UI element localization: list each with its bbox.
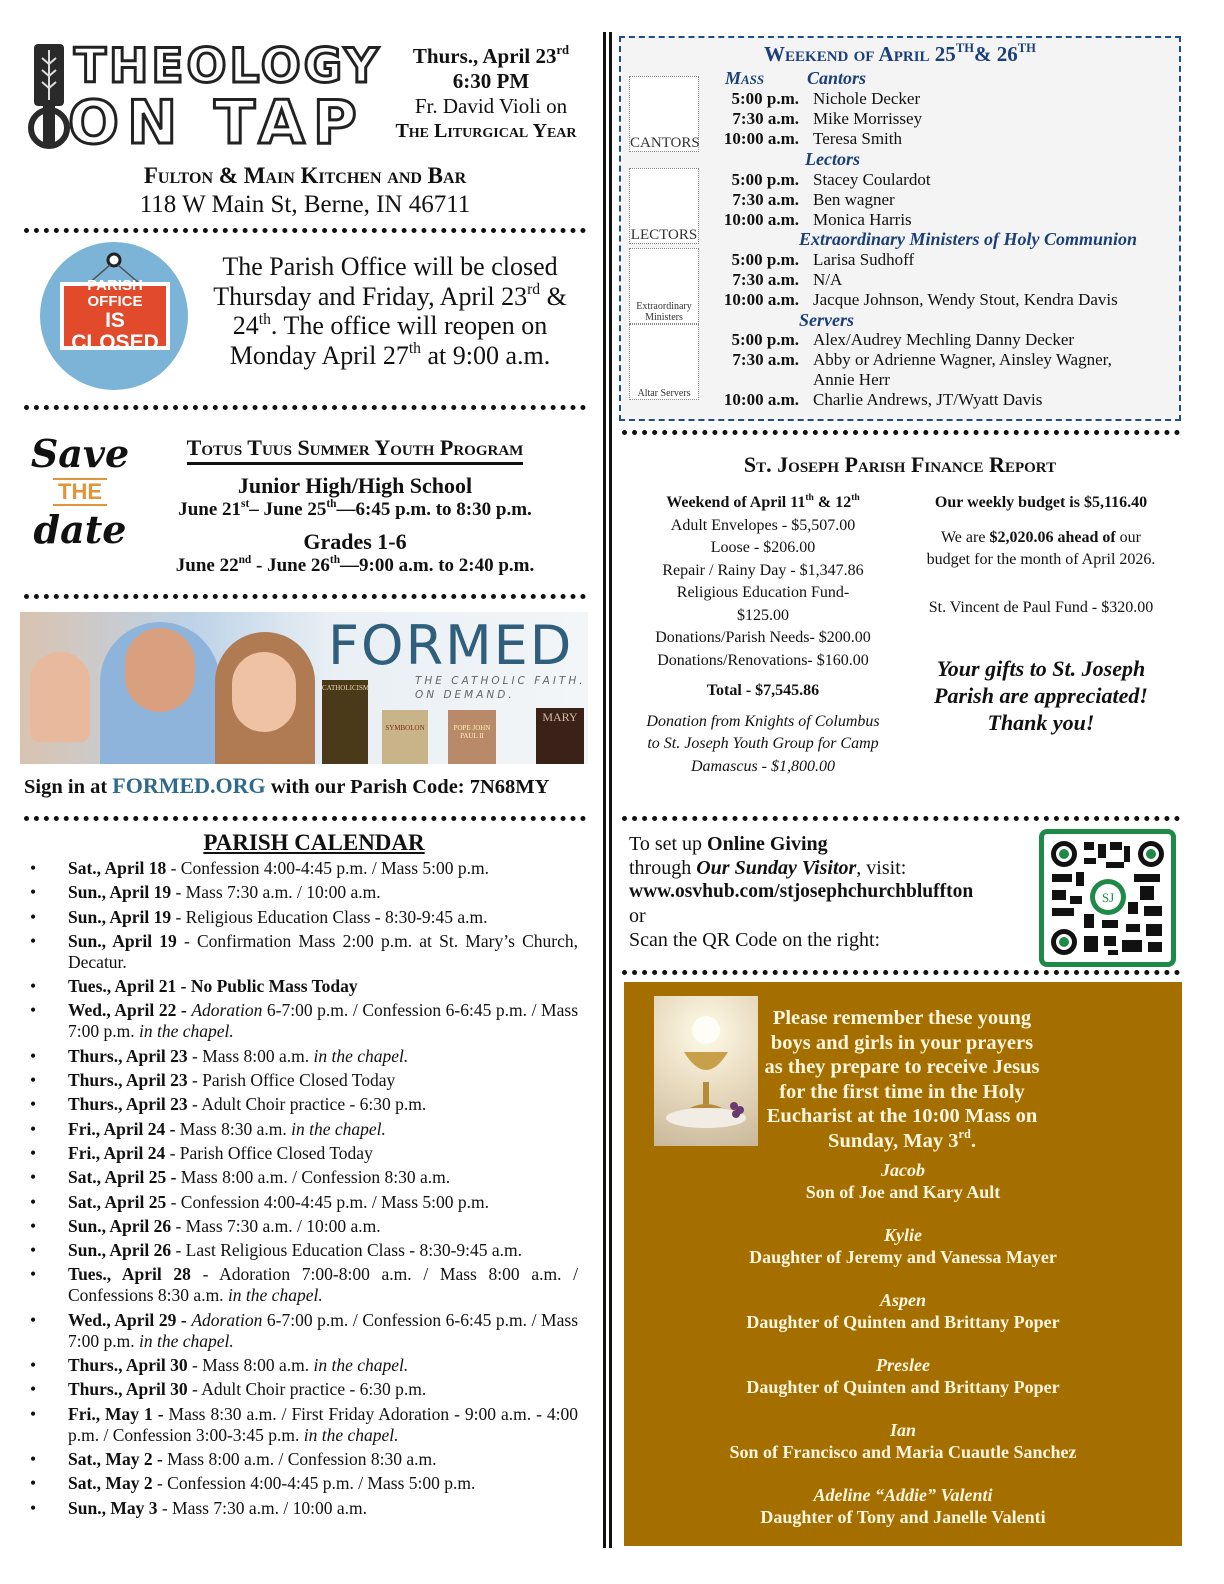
group2-dates: June 22nd - June 26th—9:00 a.m. to 2:40 p.m. (175, 554, 535, 576)
calendar-item: • Thurs., April 23 - Adult Choir practice - 6:30 p.m. (30, 1094, 578, 1115)
finance-line: Loose - $206.00 (710, 539, 816, 556)
ministry-row: 10:00 a.m. Jacque Johnson, Wendy Stout, Kendra Davis (723, 290, 1118, 309)
calendar-item: • Sat., April 25 - Confession 4:00-4:45 p.m. / Mass 5:00 p.m. (30, 1192, 578, 1213)
weekend-title: Weekend of April 25TH& 26TH (764, 41, 1036, 66)
column-divider (603, 32, 612, 1548)
ministry-image: LECTORS (629, 168, 699, 244)
chalice-image (654, 996, 758, 1146)
ministry-row: 10:00 a.m. Charlie Andrews, JT/Wyatt Davis (723, 390, 1043, 409)
ministry-row: 7:30 a.m. N/A (732, 270, 843, 289)
qr-code[interactable] (1039, 829, 1176, 967)
totus-tuus-program (130, 434, 580, 577)
divider (24, 594, 586, 599)
online-giving: To set up Online Giving through Our Sunday Visitor, visit: www.osvhub.com/stjosephchurchbluffton or Scan the QR Code on the right: (629, 832, 1039, 952)
finance-line: Religious Education Fund- (676, 584, 850, 601)
calendar-item: • Wed., April 29 - Adoration 6-7:00 p.m. / Confession 6-6:45 p.m. / Mass 7:00 p.m. in the chapel. (30, 1310, 578, 1352)
first-communion-intro: Please remember these young boys and girls in your prayers as they prepare to receive Jesus for the first time in the Holy Eucharist at the 10:00 Mass on Sunday, May 3rd. (764, 1007, 1040, 1152)
finance-title: St. Joseph Parish Finance Report (743, 452, 1057, 477)
calendar-title: PARISH CALENDAR (203, 830, 425, 855)
venue (20, 162, 590, 220)
ministry-row: 5:00 p.m. Nichole Decker (731, 89, 921, 108)
calendar-item: • Fri., April 24 - Parish Office Closed Today (30, 1143, 578, 1164)
divider (622, 816, 1180, 821)
calendar-item: • Wed., April 22 - Adoration 6-7:00 p.m. / Confession 6-6:45 p.m. / Mass 7:00 p.m. in the chapel. (30, 1000, 578, 1042)
calendar-item: • Sun., May 3 - Mass 7:30 a.m. / 10:00 a.m. (30, 1498, 578, 1519)
donation-note: Donation from Knights of Columbus to St. Joseph Youth Group for Camp Damascus - $1,800.00 (646, 712, 880, 775)
save-text: Save (30, 431, 130, 476)
group1-title: Junior High/High School (237, 473, 473, 498)
family-photo (20, 622, 320, 764)
calendar-item: • Sun., April 19 - Mass 7:30 a.m. / 10:00 a.m. (30, 882, 578, 903)
ministry-heading: Lectors (805, 149, 860, 169)
venue-address: 118 W Main St, Berne, IN 46711 (139, 191, 471, 218)
calendar-item: • Thurs., April 30 - Adult Choir practice - 6:30 p.m. (30, 1379, 578, 1400)
calendar-item: • Sat., April 18 - Confession 4:00-4:45 p.m. / Mass 5:00 p.m. (30, 858, 578, 879)
finance-budget (906, 492, 1176, 736)
formed-banner[interactable] (20, 612, 588, 764)
ministry-heading: Servers (799, 310, 854, 330)
ministry-row: 7:30 a.m. Abby or Adrienne Wagner, Ainsley Wagner, (732, 350, 1112, 369)
office-closed-sign (40, 242, 188, 390)
svg-text:SJ: SJ (1101, 890, 1115, 905)
divider (24, 405, 586, 410)
communicant: Aspen Daughter of Quinten and Brittany Poper (746, 1290, 1060, 1332)
ministry-row: 10:00 a.m. Monica Harris (723, 210, 912, 229)
divider (24, 816, 586, 821)
weekly-budget: Our weekly budget is $5,116.40 (934, 494, 1148, 511)
ministry-heading: Cantors (807, 68, 867, 88)
theology-event-info (386, 44, 596, 144)
formed-link[interactable]: FORMED.ORG (112, 773, 266, 798)
divider (622, 970, 1180, 975)
giving-url[interactable]: www.osvhub.com/stjosephchurchbluffton (629, 881, 974, 902)
totus-title: Totus Tuus Summer Youth Program (187, 434, 524, 465)
formed-logo: FORMED (328, 614, 574, 677)
calendar-item: • Sat., May 2 - Confession 4:00-4:45 p.m. / Mass 5:00 p.m. (30, 1473, 578, 1494)
ministry-heading: Extraordinary Ministers of Holy Communion (799, 229, 1138, 249)
divider (24, 228, 586, 233)
logo-on-tap: ON TAP (68, 88, 365, 158)
calendar-item: • Tues., April 21 - No Public Mass Today (30, 976, 578, 997)
calendar-item: • Sat., May 2 - Mass 8:00 a.m. / Confession 8:30 a.m. (30, 1449, 578, 1470)
beer-tap-icon (28, 40, 70, 152)
calendar-list (30, 858, 578, 1519)
sign-line-1: PARISH OFFICE (87, 277, 143, 310)
group1-dates: June 21st– June 25th—6:45 p.m. to 8:30 p.m. (178, 498, 532, 520)
group2-title: Grades 1-6 (303, 529, 407, 554)
venue-name: Fulton & Main Kitchen and Bar (143, 163, 467, 188)
sign-line-2: IS CLOSED (71, 308, 159, 354)
ministry-row: 5:00 p.m. Larisa Sudhoff (731, 250, 915, 269)
finance-weekend-label: Weekend of April 11th & 12th (666, 492, 860, 511)
qr-code-icon (1050, 840, 1165, 956)
communicant: Jacob Son of Joe and Kary Ault (805, 1160, 1001, 1202)
calendar-item: • Tues., April 28 - Adoration 7:00-8:00 a.m. / Mass 8:00 a.m. / Confessions 8:30 a.m. in the chapel. (30, 1264, 578, 1306)
first-communion-box (624, 982, 1182, 1546)
finance-weekend (622, 492, 904, 778)
theology-on-tap-logo (28, 39, 383, 158)
calendar-item: • Thurs., April 30 - Mass 8:00 a.m. in the chapel. (30, 1355, 578, 1376)
calendar-item: • Thurs., April 23 - Parish Office Closed Today (30, 1070, 578, 1091)
thanks-message: Your gifts to St. Joseph Parish are appreciated! Thank you! (934, 656, 1148, 735)
svdp-fund: St. Vincent de Paul Fund - $320.00 (928, 598, 1154, 616)
calendar-item: • Fri., May 1 - Mass 8:30 a.m. / First Friday Adoration - 9:00 a.m. - 4:00 p.m. / Confession 3:00-3:45 p.m. in the chapel. (30, 1404, 578, 1446)
book-john-paul: POPE JOHN PAUL II (448, 710, 496, 764)
ministry-image: Altar Servers (629, 324, 699, 400)
communicant: Adeline “Addie” Valenti Daughter of Tony and Janelle Valenti (760, 1485, 1046, 1527)
calendar-item: • Sun., April 19 - Religious Education Class - 8:30-9:45 a.m. (30, 907, 578, 928)
event-speaker: Fr. David Violi on (414, 94, 568, 118)
logo-theology: THEOLOGY (74, 39, 382, 94)
calendar-item: • Thurs., April 23 - Mass 8:00 a.m. in the chapel. (30, 1046, 578, 1067)
parish-calendar (30, 830, 578, 1522)
ministry-row: 10:00 a.m. Teresa Smith (723, 129, 902, 148)
weekend-ministries (619, 36, 1181, 421)
ministry-row: Annie Herr (813, 370, 890, 389)
save-the-date-graphic (30, 432, 130, 582)
communicant: Preslee Daughter of Quinten and Brittany Poper (746, 1355, 1060, 1397)
scan-text: Scan the QR Code on the right: (629, 929, 881, 951)
the-text: THE (53, 478, 107, 506)
communicant: Kylie Daughter of Jeremy and Vanessa Mayer (749, 1225, 1057, 1267)
mass-heading: Mass (725, 68, 765, 88)
finance-line: $125.00 (737, 606, 789, 624)
formed-signin: Sign in at FORMED.ORG with our Parish Code: 7N68MY (24, 773, 550, 798)
book-catholicism: CATHOLICISM (322, 680, 368, 764)
finance-total: Total - $7,545.86 (706, 682, 820, 699)
date-text: date (33, 507, 127, 552)
office-closed-notice: The Parish Office will be closed Thursday and Friday, April 23rd & 24th. The office will reopen on Monday April 27th at 9:00 a.m. (213, 252, 567, 370)
chalice-icon (654, 996, 758, 1146)
ministry-row: 7:30 a.m. Mike Morrissey (732, 109, 923, 128)
book-symbolon: SYMBOLON (382, 710, 428, 764)
finance-line: Repair / Rainy Day - $1,347.86 (662, 561, 864, 579)
divider (622, 430, 1180, 435)
book-mary: MARY (536, 708, 584, 764)
finance-line: Donations/Renovations- $160.00 (657, 651, 869, 669)
ministry-row: 5:00 p.m. Stacey Coulardot (731, 170, 931, 189)
calendar-item: • Fri., April 24 - Mass 8:30 a.m. in the chapel. (30, 1119, 578, 1140)
or-text: or (629, 905, 646, 927)
calendar-item: • Sun., April 26 - Mass 7:30 a.m. / 10:00 a.m. (30, 1216, 578, 1237)
communicant: Ian Son of Francisco and Maria Cuautle Sanchez (729, 1420, 1077, 1462)
formed-tagline: THE CATHOLIC FAITH. ON DEMAND. (415, 675, 586, 701)
budget-status: We are $2,020.06 ahead of our budget for the month of April 2026. (926, 528, 1156, 568)
event-topic: The Liturgical Year (395, 120, 577, 142)
calendar-item: • Sun., April 26 - Last Religious Education Class - 8:30-9:45 a.m. (30, 1240, 578, 1261)
ministry-row: 7:30 a.m. Ben wagner (732, 190, 895, 209)
finance-line: Donations/Parish Needs- $200.00 (655, 629, 871, 646)
calendar-item: • Sun., April 19 - Confirmation Mass 2:00 p.m. at St. Mary’s Church, Decatur. (30, 931, 578, 973)
ministry-image: Extraordinary Ministers (629, 248, 699, 324)
ministry-row: 5:00 p.m. Alex/Audrey Mechling Danny Decker (731, 330, 1075, 349)
finance-line: Adult Envelopes - $5,507.00 (670, 516, 856, 534)
calendar-item: • Sat., April 25 - Mass 8:00 a.m. / Confession 8:30 a.m. (30, 1167, 578, 1188)
event-date: Thurs., April 23rd (412, 43, 570, 68)
ministry-image: CANTORS (629, 76, 699, 152)
event-time: 6:30 PM (452, 69, 530, 93)
